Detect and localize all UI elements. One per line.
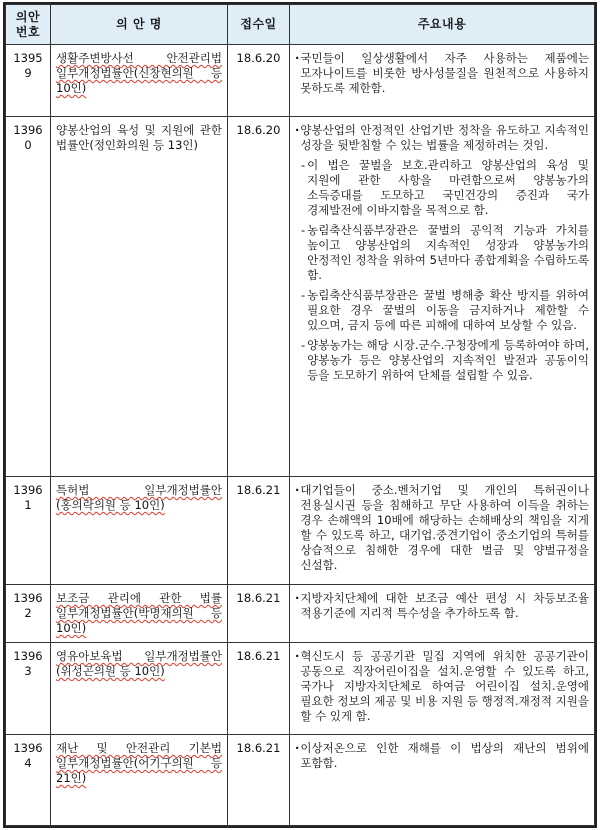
bill-name <box>51 45 228 117</box>
summary-cell <box>290 45 595 117</box>
summary-cell <box>290 643 595 735</box>
bill-name-text: 양봉산업의 육성 및 지원에 관한 법률안(정인화의원 등 13인) <box>56 123 222 152</box>
bullet-mark: · <box>295 649 300 663</box>
bill-name <box>51 477 228 585</box>
summary-bullet <box>295 591 589 621</box>
bullet-mark: · <box>295 123 300 137</box>
summary-bullet-text: 혁신도시 등 공공기관 밀집 지역에 위치한 공공기관이 공동으로 직장어린이집을 설치.운영할 수 있도록 하고, 국가나 지방자치단체로 하여금 어린이집 설치.운영에 필요한 정보의 제공 및 비용 지원 등 행정적.재정적 지원을 할 수 있게 함. <box>300 649 589 723</box>
table-row <box>6 45 595 117</box>
bill-number: 13959 <box>6 45 51 117</box>
summary-bullet-text: 양봉산업의 안정적인 산업기반 정착을 유도하고 지속적인 성장을 뒷받침할 수 있는 법률을 제정하려는 것임. <box>300 123 589 152</box>
header-bill-name: 의 안 명 <box>51 5 228 45</box>
summary-bullet-text: 국민들이 일상생활에서 자주 사용하는 제품에는 모자나이트를 비롯한 방사성물질을 원천적으로 사용하지 못하도록 제한함. <box>300 51 589 95</box>
received-date: 18.6.21 <box>228 643 290 735</box>
bill-number: 13964 <box>6 735 51 826</box>
header-bill-number-line2: 번호 <box>15 24 41 39</box>
bill-number: 13963 <box>6 643 51 735</box>
bill-number: 13960 <box>6 117 51 477</box>
received-date: 18.6.21 <box>228 477 290 585</box>
table-row <box>6 477 595 585</box>
header-summary: 주요내용 <box>290 5 595 45</box>
summary-bullet <box>295 649 589 724</box>
summary-bullet <box>295 51 589 96</box>
bill-number: 13962 <box>6 585 51 643</box>
summary-sub-item <box>295 288 589 333</box>
table-row <box>6 643 595 735</box>
received-date: 18.6.20 <box>228 117 290 477</box>
summary-bullet <box>295 483 589 573</box>
summary-bullet-text: 대기업들이 중소.벤처기업 및 개인의 특허권이나 전용실시권 등을 침해하고 무단 사용하여 이득을 취하는 경우 손해액의 10배에 해당하는 손해배상의 책임을 지게 할 수 있도록 하고, 대기업.중견기업이 중소기업의 특허를 상습적으로 침해한 경우에 대한 벌금 및 양벌규정을 신설함. <box>300 483 589 572</box>
received-date: 18.6.21 <box>228 585 290 643</box>
table-row <box>6 117 595 477</box>
bullet-mark: · <box>295 741 300 755</box>
summary-bullet <box>295 123 589 153</box>
summary-cell <box>290 585 595 643</box>
summary-sub-text: 양봉농가는 해당 시장.군수.구청장에게 등록하여야 하며, 양봉농가 등은 양봉산업의 지속적인 발전과 공동이익 등을 도모하기 위하여 단체를 설립할 수 있음. <box>307 338 589 382</box>
summary-sub-item <box>295 158 589 218</box>
summary-bullet <box>295 741 589 771</box>
bill-name-text: 재난 및 안전관리 기본법 일부개정법률안(어기구의원 등 21인) <box>56 741 222 785</box>
received-date: 18.6.20 <box>228 45 290 117</box>
bill-name <box>51 735 228 826</box>
summary-cell <box>290 735 595 826</box>
received-date: 18.6.21 <box>228 735 290 826</box>
sub-dash: - <box>301 158 306 172</box>
summary-sub-text: 농림축산식품부장관은 꿀벌 병해충 확산 방지를 위하여 필요한 경우 꿀벌의 이동을 금지하거나 제한할 수 있으며, 금지 등에 따른 피해에 대하여 보상할 수 있음. <box>307 288 589 332</box>
summary-sub-text: 이 법은 꿀벌을 보호.관리하고 양봉산업의 육성 및 지원에 관한 사항을 마련함으로써 양봉농가의 소득증대를 도모하고 국민건강의 증진과 국가 경제발전에 이바지함을 목적으로 함. <box>307 158 589 217</box>
summary-cell <box>290 117 595 477</box>
bill-name-text: 보조금 관리에 관한 법률 일부개정법률안(박명재의원 등 10인) <box>56 591 222 635</box>
bill-name-text: 특허법 일부개정법률안(홍의락의원 등 10인) <box>56 483 222 512</box>
sub-dash: - <box>301 338 306 352</box>
bill-number: 13961 <box>6 477 51 585</box>
summary-bullet-text: 이상저온으로 인한 재해를 이 법상의 재난의 범위에 포함함. <box>300 741 589 770</box>
bullet-mark: · <box>295 51 300 65</box>
header-received-date: 접수일 <box>228 5 290 45</box>
bill-name-text: 생활주변방사선 안전관리법 일부개정법률안(신창현의원 등 10인) <box>56 51 222 95</box>
bullet-mark: · <box>295 591 300 605</box>
bill-list-document <box>3 2 597 828</box>
bill-name <box>51 117 228 477</box>
table-row <box>6 735 595 826</box>
summary-bullet-text: 지방자치단체에 대한 보조금 예산 편성 시 차등보조율 적용기준에 지리적 특수성을 추가하도록 함. <box>300 591 589 620</box>
bill-name <box>51 643 228 735</box>
summary-cell <box>290 477 595 585</box>
header-bill-number-line1: 의안 <box>15 9 41 24</box>
bill-table <box>5 4 595 826</box>
table-header-row <box>6 5 595 45</box>
header-bill-number <box>6 5 51 45</box>
bullet-mark: · <box>295 483 300 497</box>
summary-sub-text: 농림축산식품부장관은 꿀벌의 공익적 기능과 가치를 높이고 양봉산업의 지속적인 성장과 양봉농가의 안정적인 정착을 위하여 5년마다 종합계획을 수립하도록 함. <box>307 223 589 282</box>
bill-name <box>51 585 228 643</box>
summary-sub-item <box>295 338 589 383</box>
table-row <box>6 585 595 643</box>
sub-dash: - <box>301 223 306 237</box>
sub-dash: - <box>301 288 306 302</box>
summary-sub-item <box>295 223 589 283</box>
bill-name-text: 영유아보육법 일부개정법률안(위성곤의원 등 10인) <box>56 649 222 678</box>
